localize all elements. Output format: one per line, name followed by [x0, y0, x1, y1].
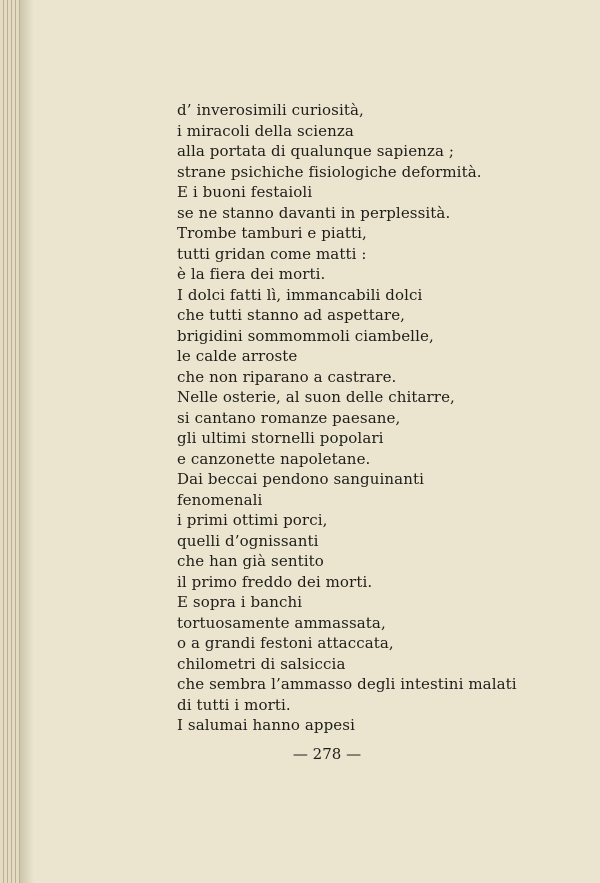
- poem-line: di tutti i morti.: [177, 695, 291, 714]
- poem-line: E sopra i banchi: [177, 593, 303, 611]
- poem-line: i miracoli della scienza: [177, 121, 354, 140]
- poem-line: brigidini sommommoli ciambelle,: [177, 326, 434, 345]
- poem-line: che sembra l’ammasso degli intestini malati: [177, 675, 517, 693]
- poem-line: quelli d’ognissanti: [177, 531, 319, 550]
- poem-line: che han già sentito: [177, 552, 324, 570]
- poem-line: tutti gridan come matti :: [177, 244, 367, 263]
- poem-line: alla portata di qualunque sapienza ;: [177, 142, 455, 160]
- poem-line: gli ultimi stornelli popolari: [177, 429, 384, 447]
- poem-line: che tutti stanno ad aspettare,: [177, 306, 406, 324]
- poem-line: strane psichiche fisiologiche deformità.: [177, 162, 482, 181]
- poem-line: E i buoni festaioli: [177, 183, 313, 201]
- poem-line: fenomenali: [177, 490, 263, 509]
- poem-line: Nelle osterie, al suon delle chitarre,: [177, 388, 455, 406]
- poem-line: d’ inverosimili curiosità,: [177, 101, 364, 119]
- poem-line: i primi ottimi porci,: [177, 511, 328, 529]
- poem-line: Dai beccai pendono sanguinanti: [177, 470, 425, 488]
- poem-line: è la fiera dei morti.: [177, 265, 326, 283]
- poem-line: il primo freddo dei morti.: [177, 572, 373, 591]
- poem-line: le calde arroste: [177, 347, 298, 365]
- poem-line: o a grandi festoni attaccata,: [177, 634, 394, 652]
- poem-line: e canzonette napoletane.: [177, 449, 371, 468]
- poem-line: Trombe tamburi e piatti,: [177, 224, 367, 242]
- poem-line: se ne stanno davanti in perplessità.: [177, 203, 451, 222]
- poem-line: I dolci fatti lì, immancabili dolci: [177, 285, 423, 304]
- poem-line: tortuosamente ammassata,: [177, 613, 386, 632]
- poem-line: chilometri di salsiccia: [177, 654, 346, 673]
- poem-line: si cantano romanze paesane,: [177, 408, 401, 427]
- poem-line: che non riparano a castrare.: [177, 367, 397, 386]
- poem-line: I salumai hanno appesi: [177, 716, 355, 734]
- poem-text: [177, 100, 517, 736]
- page-number: — 278 —: [292, 745, 362, 763]
